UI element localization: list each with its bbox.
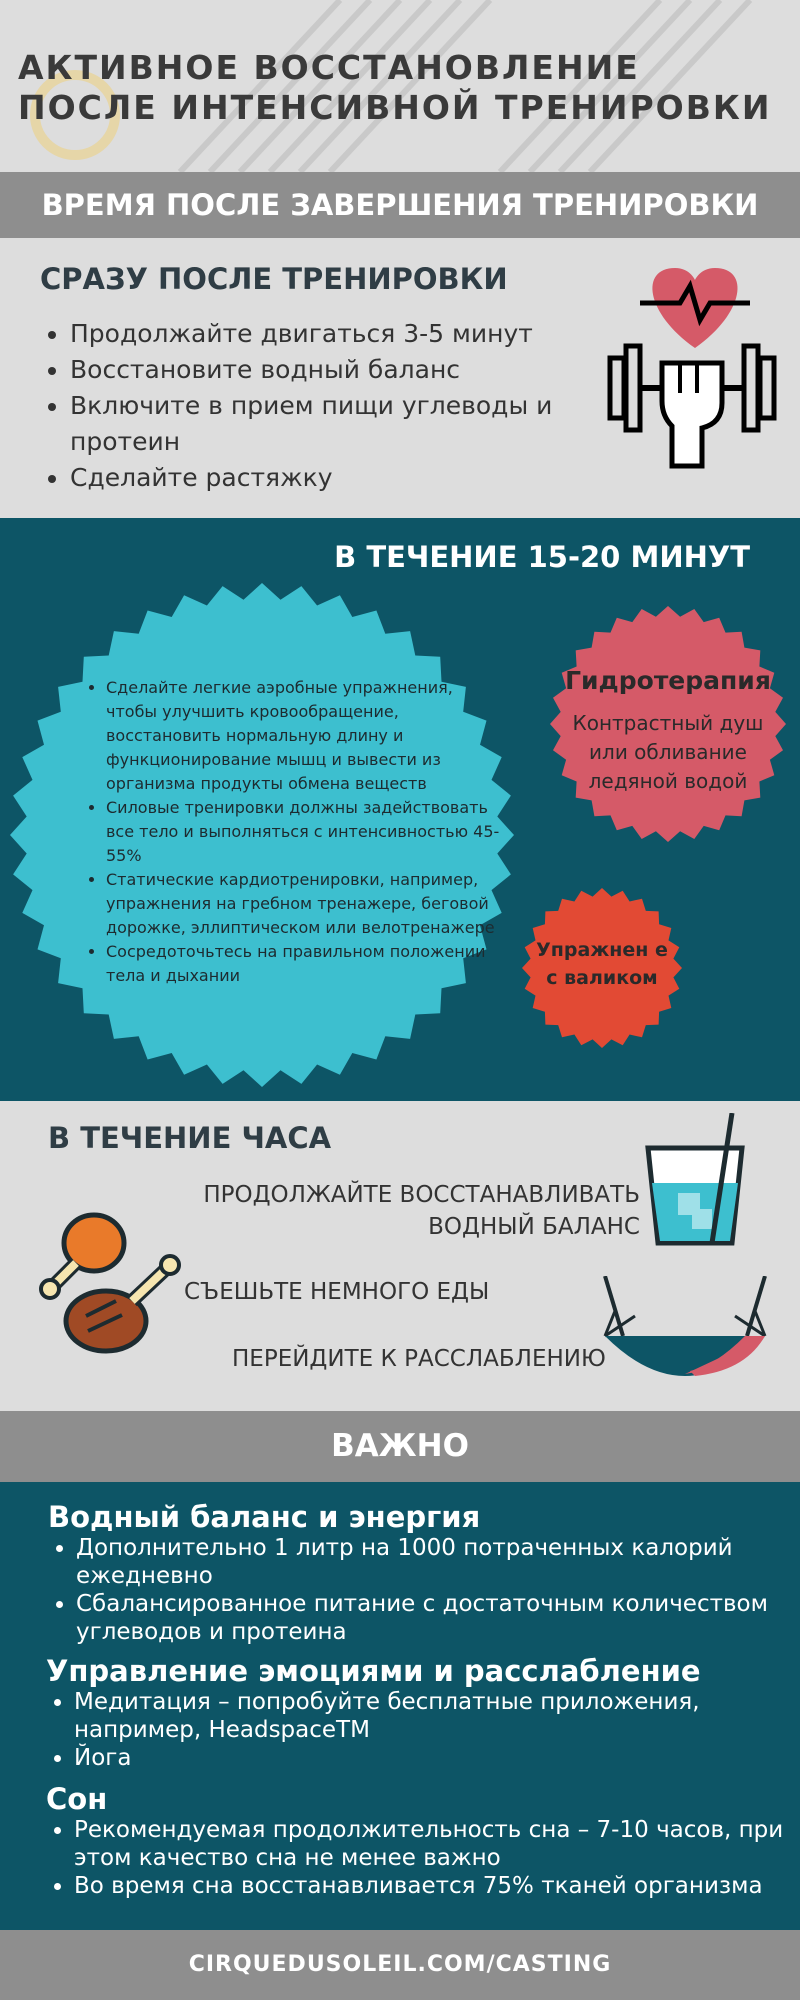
cooldown-list [78,676,506,988]
water-glass-icon [640,1113,760,1253]
list-item: • Восстановите водный баланс [70,352,590,388]
hydrotherapy-card [548,666,788,796]
title-line-1: АКТИВНОЕ ВОССТАНОВЛЕНИЕ [18,48,640,87]
title-line-2: ПОСЛЕ ИНТЕНСИВНОЙ ТРЕНИРОВКИ [18,88,772,127]
footer-link[interactable]: CIRQUEDUSOLEIL.COM/CASTING [188,1952,612,1977]
section-title: В ТЕЧЕНИЕ ЧАСА [48,1121,332,1155]
water-line-2: ВОДНЫЙ БАЛАНС [428,1214,640,1240]
footer [0,1930,800,2000]
list-item: • Сделайте легкие аэробные упражнения, чтобы улучшить кровообращение, восстановить нормальную длину и функционирование мышц и вывести из организма продукты обмена веществ [106,676,506,796]
water-label [203,1179,640,1243]
list-item: • Продолжайте двигаться 3-5 минут [70,316,590,352]
section-band-after-workout [0,172,800,238]
band-title: ВРЕМЯ ПОСЛЕ ЗАВЕРШЕНИЯ ТРЕНИРОВКИ [41,188,759,222]
water-line-1: ПРОДОЛЖАЙТЕ ВОССТАНАВЛИВАТЬ [203,1182,640,1208]
list-item: • Силовые тренировки должны задействовать все тело и выполняться с интенсивностью 45-55% [106,796,506,868]
relax-label: ПЕРЕЙДИТЕ К РАССЛАБЛЕНИЮ [232,1346,606,1372]
hydrotherapy-title: Гидротерапия [565,666,771,695]
chicken-leg-icon [36,1201,186,1361]
section-within-hour [0,1101,800,1411]
section-title: В ТЕЧЕНИЕ 15-20 МИНУТ [334,540,750,574]
section-band-important [0,1411,800,1482]
group-sleep [46,1782,794,1900]
group-title: Водный баланс и энергия [48,1500,481,1534]
list-item: • Йога [74,1744,784,1772]
group-title: Управление эмоциями и расслабление [46,1654,701,1688]
group-list [48,1534,786,1646]
list-item: • Во время сна восстанавливается 75% тканей организма [74,1872,794,1900]
page-title [18,48,788,128]
header [0,0,800,172]
list-item: • Статические кардиотренировки, например, упражнения на гребном тренажере, беговой дорожке, эллиптическом или велотренажере [106,868,506,940]
band-title: ВАЖНО [331,1428,469,1464]
list-item: • Включите в прием пищи углеводы и протеин [70,388,590,460]
list-item: • Дополнительно 1 литр на 1000 потраченных калорий ежедневно [76,1534,786,1590]
section-title: СРАЗУ ПОСЛЕ ТРЕНИРОВКИ [40,262,508,296]
food-label: СЪЕШЬТЕ НЕМНОГО ЕДЫ [184,1279,490,1305]
heart-pulse-dumbbell-icon [600,258,800,508]
list-item: • Медитация – попробуйте бесплатные приложения, например, HeadspaceTM [74,1688,784,1744]
group-title: Сон [46,1782,108,1816]
list-item: • Сбалансированное питание с достаточным количеством углеводов и протеина [76,1590,786,1646]
section-immediately [0,238,800,518]
list-item: • Рекомендуемая продолжительность сна – 7-10 часов, при этом качество сна не менее важно [74,1816,794,1872]
immediately-list [42,316,590,496]
section-important [0,1482,800,1930]
group-emotions [46,1654,784,1772]
hydrotherapy-text: Контрастный душ или обливание ледяной водой [572,711,764,793]
section-15-20-min [0,518,800,1101]
list-item: • Сделайте растяжку [70,460,590,496]
list-item: • Сосредоточьтесь на правильном положении тела и дыхании [106,940,506,988]
group-list [46,1816,794,1900]
hammock-icon [595,1276,775,1396]
group-list [46,1688,784,1772]
group-water [48,1500,786,1646]
roller-text: Упражнен е с валиком [536,939,668,989]
